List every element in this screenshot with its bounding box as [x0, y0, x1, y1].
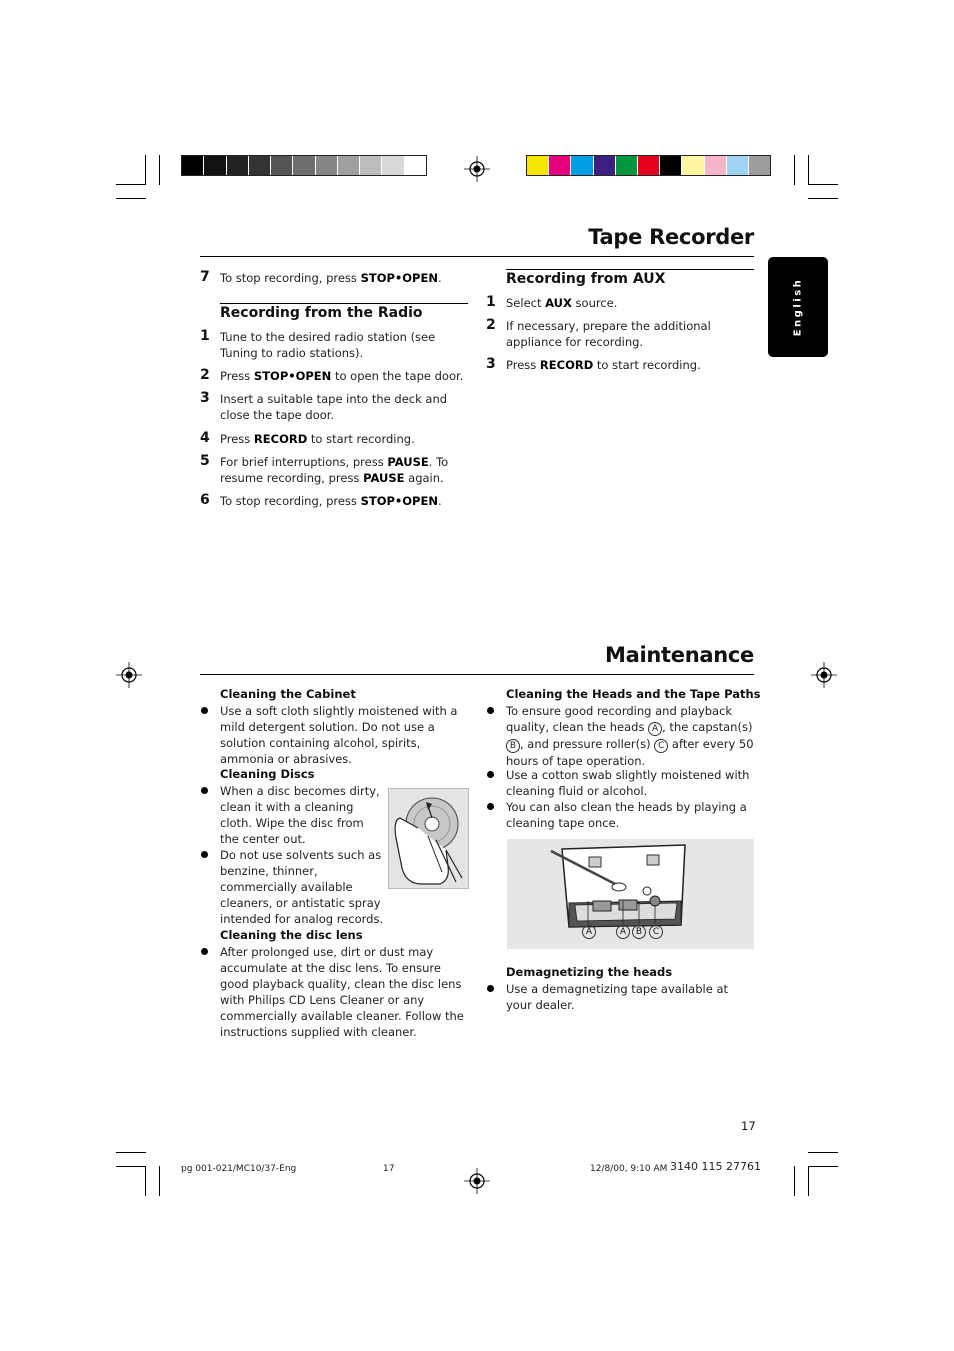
crop-mark	[794, 1166, 795, 1196]
label-a-icon: A	[616, 925, 630, 939]
cabinet-heading: Cleaning the Cabinet	[220, 687, 356, 701]
section-rule	[200, 256, 754, 257]
grayscale-swatch	[338, 156, 360, 175]
step-number: 7	[200, 269, 210, 285]
step-text: Press RECORD to start recording.	[506, 358, 701, 372]
process-color-swatch	[727, 156, 749, 175]
label-a-icon: A	[582, 925, 596, 939]
process-color-swatch	[749, 156, 770, 175]
crop-mark	[145, 155, 146, 185]
process-color-swatch	[705, 156, 727, 175]
step-number: 1	[486, 294, 496, 310]
crop-mark	[808, 155, 809, 185]
heads-text-1: To ensure good recording and playback quality, clean the heads A , the capstan(s) B , and pressure roller(s) C after every 50 hours of tape operation.	[506, 704, 754, 768]
crop-mark	[116, 184, 146, 185]
step-text: Tune to the desired radio station (see Tuning to radio stations).	[220, 330, 436, 360]
grayscale-swatch	[182, 156, 204, 175]
bullet	[487, 771, 494, 778]
bullet	[487, 803, 494, 810]
footer-code: 3140 115 27761	[670, 1160, 761, 1173]
step-number: 6	[200, 492, 210, 508]
page-number: 17	[741, 1119, 756, 1133]
footer-date: 12/8/00, 9:10 AM	[590, 1164, 668, 1174]
registration-mark-icon	[464, 1168, 490, 1194]
step-number: 3	[486, 356, 496, 372]
step-number: 2	[486, 317, 496, 333]
crop-mark	[159, 1166, 160, 1196]
crop-mark	[159, 155, 160, 185]
grayscale-swatch	[316, 156, 338, 175]
process-color-swatch	[594, 156, 616, 175]
bullet	[487, 985, 494, 992]
grayscale-swatch	[227, 156, 249, 175]
process-color-swatch	[682, 156, 704, 175]
footer-file: pg 001-021/MC10/37-Eng	[181, 1164, 297, 1174]
bullet	[487, 707, 494, 714]
label-b-icon: B	[632, 925, 646, 939]
registration-mark-icon	[116, 662, 142, 688]
disc-cleaning-illustration	[388, 788, 469, 889]
radio-subhead: Recording from the Radio	[220, 305, 423, 321]
lens-text: After prolonged use, dirt or dust may accumulate at the disc lens. To ensure good playback quality, clean the disc lens with Philips CD Lens Cleaner or any commercially available cleaner. Follow the instructions supplied with cleaner.	[220, 945, 464, 1039]
tape-deck-illustration	[507, 839, 754, 949]
lens-heading: Cleaning the disc lens	[220, 928, 363, 942]
step-number: 4	[200, 430, 210, 446]
grayscale-swatch	[249, 156, 271, 175]
process-color-swatch	[616, 156, 638, 175]
maintenance-title: Maintenance	[605, 643, 754, 667]
language-tab-label: English	[792, 277, 804, 337]
crop-mark	[116, 198, 146, 199]
step-text: Press STOP•OPEN to open the tape door.	[220, 369, 464, 383]
process-color-swatch	[660, 156, 682, 175]
discs-text-2: Do not use solvents such as benzine, thinner, commercially available cleaners, or antistatic spray intended for analog records.	[220, 848, 384, 926]
step-number: 1	[200, 328, 210, 344]
footer-page: 17	[383, 1164, 395, 1174]
crop-mark	[808, 1166, 809, 1196]
heads-heading: Cleaning the Heads and the Tape Paths	[506, 687, 761, 701]
tape-recorder-title: Tape Recorder	[588, 225, 754, 249]
cabinet-text: Use a soft cloth slightly moistened with a mild detergent solution. Do not use a solution containing alcohol, spirits, ammonia or abrasives.	[220, 704, 458, 766]
process-color-swatch	[571, 156, 593, 175]
step-text: Insert a suitable tape into the deck and close the tape door.	[220, 392, 448, 422]
crop-mark	[145, 1166, 146, 1196]
registration-mark-icon	[464, 156, 490, 182]
step-number: 2	[200, 367, 210, 383]
crop-mark	[808, 1152, 838, 1153]
grayscale-swatch	[271, 156, 293, 175]
crop-mark	[808, 1166, 838, 1167]
grayscale-swatch	[293, 156, 315, 175]
crop-mark	[116, 1166, 146, 1167]
grayscale-swatch	[405, 156, 426, 175]
crop-mark	[808, 184, 838, 185]
process-color-swatch	[527, 156, 549, 175]
subsection-rule	[506, 269, 754, 270]
demag-text: Use a demagnetizing tape available at your dealer.	[506, 982, 729, 1012]
crop-mark	[808, 198, 838, 199]
heads-text-3: You can also clean the heads by playing a cleaning tape once.	[506, 800, 747, 830]
crop-mark	[794, 155, 795, 185]
step-text: To stop recording, press STOP•OPEN.	[220, 494, 442, 508]
subsection-rule	[220, 303, 468, 304]
step-number: 3	[200, 390, 210, 406]
discs-heading: Cleaning Discs	[220, 767, 315, 781]
crop-mark	[116, 1152, 146, 1153]
section-rule	[200, 674, 754, 675]
aux-subhead: Recording from AUX	[506, 271, 666, 287]
process-color-swatch	[638, 156, 660, 175]
bullet	[201, 707, 208, 714]
discs-text-1: When a disc becomes dirty, clean it with a cleaning cloth. Wipe the disc from the center out.	[220, 784, 380, 846]
process-color-bar	[526, 155, 771, 176]
grayscale-bar	[181, 155, 427, 176]
process-color-swatch	[549, 156, 571, 175]
grayscale-swatch	[360, 156, 382, 175]
bullet	[201, 787, 208, 794]
step-text: If necessary, prepare the additional appliance for recording.	[506, 319, 711, 349]
step-number: 5	[200, 453, 210, 469]
step-text: Select AUX source.	[506, 296, 618, 310]
heads-text-2: Use a cotton swab slightly moistened with cleaning fluid or alcohol.	[506, 768, 750, 798]
bullet	[201, 948, 208, 955]
demag-heading: Demagnetizing the heads	[506, 965, 673, 979]
step-text: To stop recording, press STOP•OPEN.	[220, 271, 442, 285]
grayscale-swatch	[382, 156, 404, 175]
step-text: Press RECORD to start recording.	[220, 432, 415, 446]
label-c-icon: C	[649, 925, 663, 939]
registration-mark-icon	[811, 662, 837, 688]
bullet	[201, 851, 208, 858]
step-text: For brief interruptions, press PAUSE. To resume recording, press PAUSE again.	[220, 455, 449, 485]
grayscale-swatch	[204, 156, 226, 175]
language-tab	[768, 257, 828, 357]
